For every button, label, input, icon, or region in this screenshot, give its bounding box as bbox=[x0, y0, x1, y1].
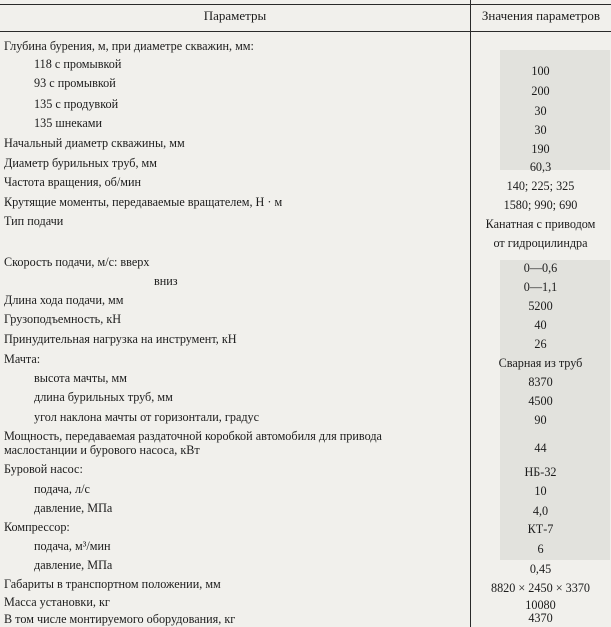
param-cell: Глубина бурения, м, при диаметре скважин, мм: bbox=[4, 39, 254, 53]
value-cell: 40 bbox=[534, 318, 547, 332]
param-cell: вниз bbox=[154, 274, 178, 288]
param-cell: маслостанции и бурового насоса, кВт bbox=[4, 443, 200, 457]
value-cell: 6 bbox=[537, 542, 544, 556]
value-cell: от гидроцилиндра bbox=[493, 236, 588, 250]
param-cell: длина бурильных труб, мм bbox=[34, 390, 173, 404]
value-cell: 0,45 bbox=[529, 562, 552, 576]
param-cell: подача, л/с bbox=[34, 482, 90, 496]
param-cell: В том числе монтируемого оборудования, кг bbox=[4, 612, 236, 626]
param-cell: Габариты в транспортном положении, мм bbox=[4, 577, 221, 591]
param-cell: давление, МПа bbox=[34, 501, 113, 515]
header-rule bbox=[0, 31, 611, 32]
value-cell: 60,3 bbox=[529, 160, 552, 174]
value-cell: НБ-32 bbox=[524, 465, 557, 479]
param-cell: Частота вращения, об/мин bbox=[4, 175, 142, 189]
param-cell: Масса установки, кг bbox=[4, 595, 110, 609]
param-cell: Мачта: bbox=[4, 352, 41, 366]
value-cell: 8370 bbox=[528, 375, 553, 389]
value-cell: 4370 bbox=[528, 611, 553, 625]
value-cell: 26 bbox=[534, 337, 547, 351]
value-cell: 30 bbox=[534, 123, 547, 137]
param-cell: Мощность, передаваемая раздаточной коробкой автомобиля для привода bbox=[4, 429, 382, 443]
param-cell: высота мачты, мм bbox=[34, 371, 127, 385]
value-cell: 90 bbox=[534, 413, 547, 427]
param-cell: Скорость подачи, м/с: вверх bbox=[4, 255, 150, 269]
param-cell: Начальный диаметр скважины, мм bbox=[4, 136, 185, 150]
param-cell: Грузоподъемность, кН bbox=[4, 312, 122, 326]
value-cell: 30 bbox=[534, 104, 547, 118]
value-cell: Сварная из труб bbox=[498, 356, 583, 370]
value-cell: 10 bbox=[534, 484, 547, 498]
param-cell: 93 с промывкой bbox=[34, 76, 116, 90]
value-cell: Канатная с приводом bbox=[485, 217, 596, 231]
value-cell: 100 bbox=[531, 64, 550, 78]
value-cell: 200 bbox=[531, 84, 550, 98]
param-cell: 135 с продувкой bbox=[34, 97, 119, 111]
value-cell: 8820 × 2450 × 3370 bbox=[490, 581, 591, 595]
param-cell: 135 шнеками bbox=[34, 116, 103, 130]
param-cell: Диаметр бурильных труб, мм bbox=[4, 156, 157, 170]
param-cell: Тип подачи bbox=[4, 214, 64, 228]
param-cell: Крутящие моменты, передаваемые вращателем, Н · м bbox=[4, 195, 283, 209]
param-cell: Длина хода подачи, мм bbox=[4, 293, 124, 307]
value-cell: 10080 bbox=[525, 598, 556, 612]
value-cell: 0—1,1 bbox=[523, 280, 558, 294]
value-cell: 190 bbox=[531, 142, 550, 156]
param-cell: Принудительная нагрузка на инструмент, кН bbox=[4, 332, 237, 346]
param-cell: Буровой насос: bbox=[4, 462, 83, 476]
top-rule bbox=[0, 4, 611, 5]
param-cell: 118 с промывкой bbox=[34, 57, 122, 71]
param-cell: подача, м³/мин bbox=[34, 539, 111, 553]
param-cell: Компрессор: bbox=[4, 520, 70, 534]
value-cell: КТ-7 bbox=[527, 522, 554, 536]
value-cell: 0—0,6 bbox=[523, 261, 558, 275]
value-cell: 44 bbox=[534, 441, 547, 455]
value-cell: 4500 bbox=[528, 394, 553, 408]
value-column-header: Значения параметров bbox=[481, 8, 601, 23]
value-cell: 5200 bbox=[528, 299, 553, 313]
param-cell: давление, МПа bbox=[34, 558, 113, 572]
param-column-header: Параметры bbox=[203, 8, 267, 23]
value-cell: 1580; 990; 690 bbox=[503, 198, 578, 212]
param-cell: угол наклона мачты от горизонтали, градус bbox=[34, 410, 260, 424]
value-cell: 4,0 bbox=[532, 504, 549, 518]
value-cell: 140; 225; 325 bbox=[506, 179, 575, 193]
